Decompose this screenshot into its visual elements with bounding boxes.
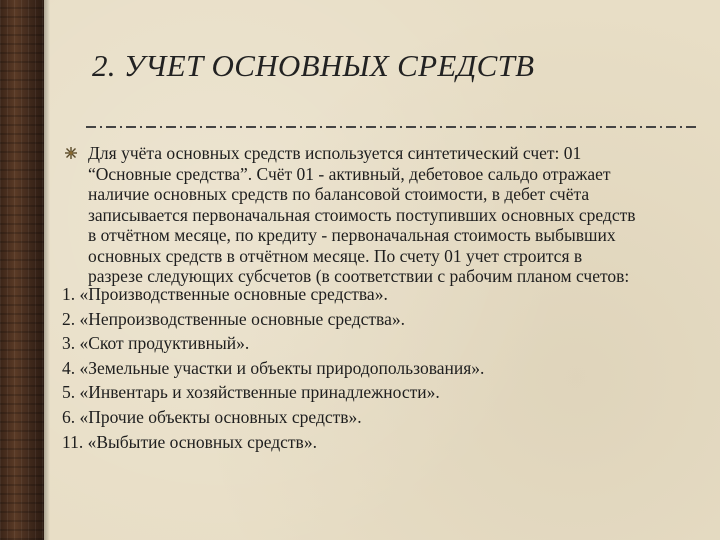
list-item: 2. «Непроизводственные основные средства». (62, 308, 405, 329)
paragraph-line: Для учёта основных средств используется синтетический счет: 01 (88, 143, 582, 163)
paragraph-line: наличие основных средств по балансовой стоимости, в дебет счёта (88, 184, 590, 204)
subaccount-list (62, 282, 702, 454)
list-item: 4. «Земельные участки и объекты природопользования». (62, 357, 485, 378)
paragraph-line: записывается первоначальная стоимость поступивших основных средств (88, 204, 636, 225)
list-item: 6. «Прочие объекты основных средств». (62, 406, 362, 427)
list-item: 3. «Скот продуктивный». (62, 333, 250, 354)
slide-title: 2. УЧЕТ ОСНОВНЫХ СРЕДСТВ (92, 48, 535, 83)
dashed-divider (86, 126, 698, 128)
list-item: 11. «Выбытие основных средств». (62, 431, 317, 452)
body-paragraph (88, 143, 720, 287)
decorative-left-strip (0, 0, 44, 540)
list-item: 1. «Производственные основные средства». (62, 284, 388, 304)
list-item: 5. «Инвентарь и хозяйственные принадлежности». (62, 382, 440, 403)
paragraph-line: “Основные средства”. Счёт 01 - активный, дебетовое сальдо отражает (88, 163, 611, 184)
ornament-bullet-icon (64, 146, 78, 160)
paragraph-line: разрезе следующих субсчетов (в соответствии с рабочим планом счетов: (88, 266, 630, 286)
paragraph-line: в отчётном месяце, по кредиту - первоначальная стоимость выбывших (88, 225, 616, 245)
paragraph-line: основных средств в отчётном месяце. По счету 01 учет строится в (88, 245, 583, 266)
